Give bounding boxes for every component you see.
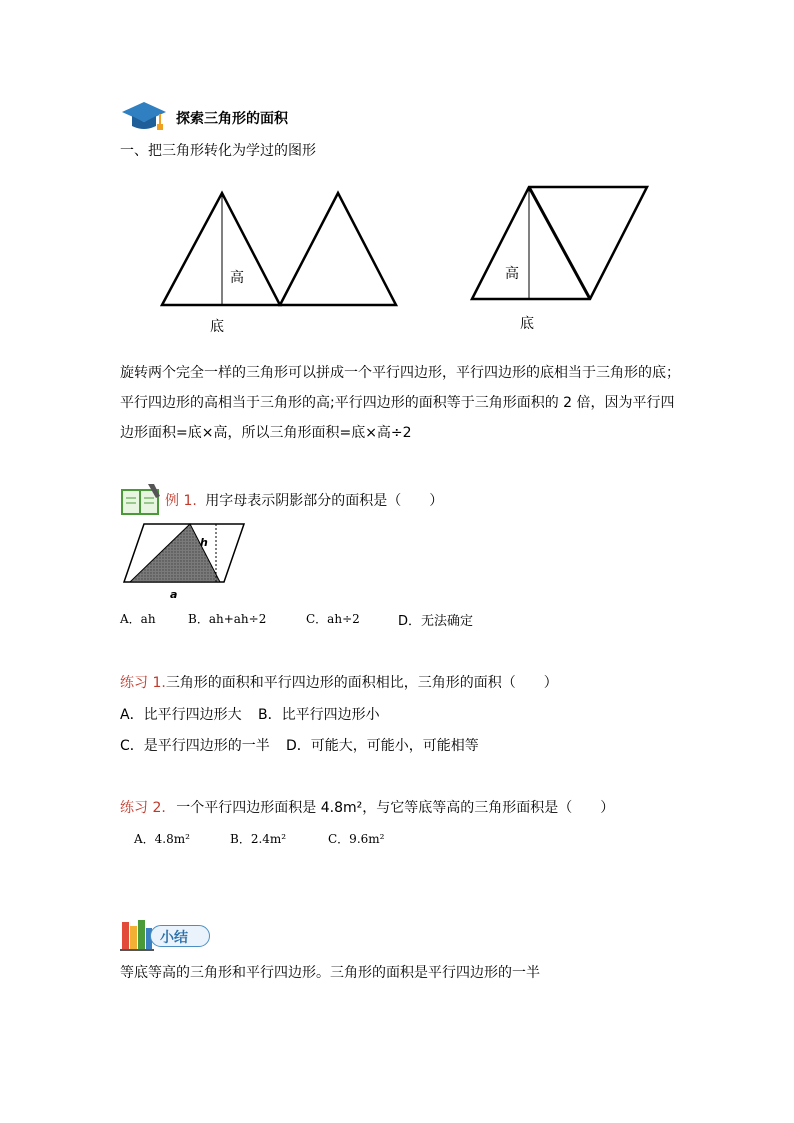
- practice2-option-c: C．9.6m²: [328, 832, 385, 846]
- example1-option-d: D．无法确定: [398, 614, 474, 629]
- explanation-line-3: 边形面积=底×高，所以三角形面积=底×高÷2: [120, 425, 412, 441]
- example1-shaded-parallelogram: [120, 518, 250, 594]
- summary-text: 等底等高的三角形和平行四边形。三角形的面积是平行四边形的一半: [120, 965, 540, 981]
- explanation-line-2: 平行四边形的高相当于三角形的高;平行四边形的面积等于三角形面积的 2 倍，因为平行四: [120, 395, 675, 411]
- example1-h-label: h: [200, 536, 208, 549]
- example1-a-label: a: [170, 588, 178, 601]
- triangle-left: [162, 193, 280, 305]
- figure-parallelogram: [470, 184, 652, 304]
- example1-option-c: C．ah÷2: [306, 612, 360, 626]
- practice1-option-b: B．比平行四边形小: [258, 707, 380, 723]
- part1-heading: 一、把三角形转化为学过的图形: [120, 143, 316, 159]
- example1-question: 用字母表示阴影部分的面积是（ ）: [205, 493, 444, 509]
- books-icon: [120, 918, 154, 952]
- example1-option-a: A．ah: [120, 612, 156, 626]
- practice1-option-c: C．是平行四边形的一半: [120, 738, 270, 754]
- practice1-option-a: A．比平行四边形大: [120, 707, 242, 723]
- practice1-option-d: D．可能大，可能小，可能相等: [286, 738, 479, 754]
- graduation-cap-icon: [120, 100, 168, 132]
- triangle-right: [280, 193, 396, 305]
- explanation-line-1: 旋转两个完全一样的三角形可以拼成一个平行四边形，平行四边形的底相当于三角形的底；: [120, 365, 680, 381]
- figure2-base-label: 底: [520, 316, 534, 332]
- practice2: [120, 797, 614, 817]
- practice1: [120, 672, 558, 692]
- figure2-height-label: 高: [505, 266, 519, 282]
- section-title: 探索三角形的面积: [176, 111, 288, 127]
- diagonal: [529, 187, 590, 299]
- figure1-height-label: 高: [230, 270, 244, 286]
- practice1-number: 练习 1.: [120, 675, 166, 691]
- practice2-option-a: A．4.8m²: [134, 832, 190, 846]
- summary-badge-label: 小结: [160, 930, 188, 946]
- example1-option-b: B．ah+ah÷2: [188, 612, 267, 626]
- example1-label: [165, 490, 443, 510]
- practice2-option-b: B．2.4m²: [230, 832, 287, 846]
- practice2-question: 一个平行四边形面积是 4.8m²，与它等底等高的三角形面积是（ ）: [176, 800, 615, 816]
- book-pencil-icon: [120, 482, 164, 516]
- practice2-number: 练习 2.: [120, 800, 166, 816]
- figure1-base-label: 底: [210, 319, 224, 335]
- figure-two-triangles: [160, 190, 400, 310]
- example1-number: 例 1.: [165, 493, 197, 509]
- practice1-question: 三角形的面积和平行四边形的面积相比，三角形的面积（ ）: [165, 675, 558, 691]
